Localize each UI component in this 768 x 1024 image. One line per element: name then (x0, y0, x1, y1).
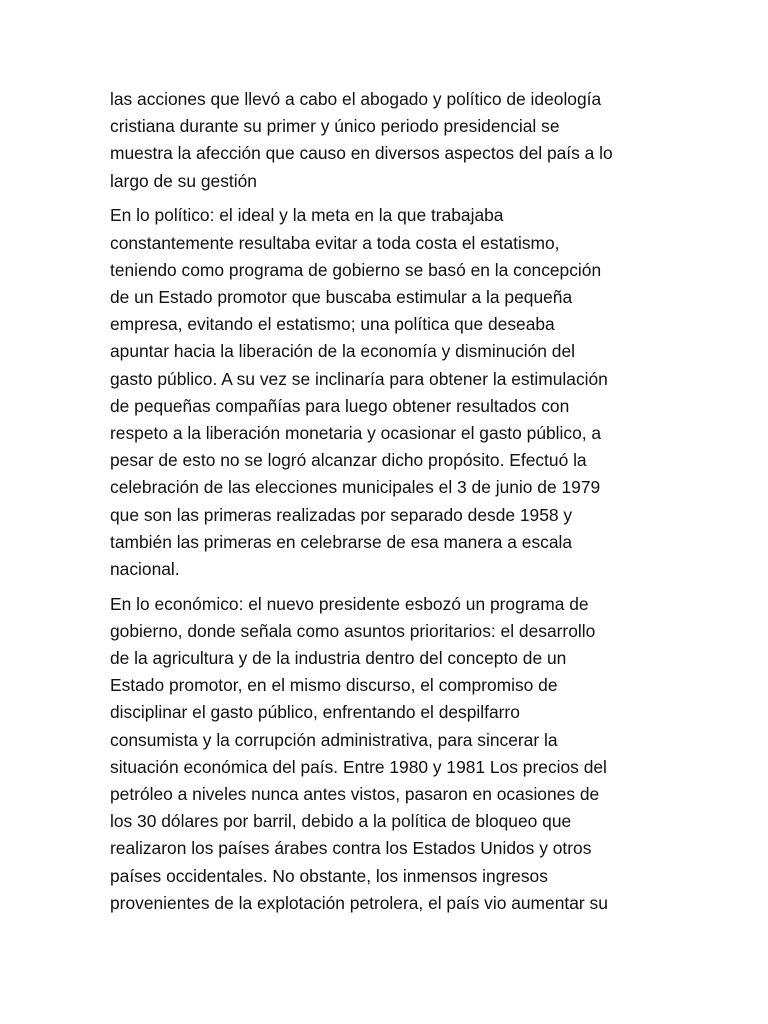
text-line: disciplinar el gasto público, enfrentando el despilfarro (110, 702, 520, 723)
text-line: provenientes de la explotación petrolera, el país vio aumentar su (110, 892, 608, 913)
text-line: cristiana durante su primer y único periodo presidencial se (110, 116, 560, 137)
text-line: gasto público. A su vez se inclinaría para obtener la estimulación (110, 368, 608, 389)
text-line: de la agricultura y de la industria dentro del concepto de un (110, 648, 567, 669)
text-line: de pequeñas compañías para luego obtener resultados con (110, 395, 570, 416)
text-line: teniendo como programa de gobierno se basó en la concepción (110, 259, 602, 280)
paragraph-economico (110, 591, 670, 917)
text-line: países occidentales. No obstante, los inmensos ingresos (110, 865, 548, 886)
text-line: nacional. (110, 558, 180, 579)
text-line: largo de su gestión (110, 170, 257, 191)
text-line: consumista y la corrupción administrativa, para sincerar la (110, 729, 558, 750)
paragraph-intro (110, 86, 670, 195)
text-line: petróleo a niveles nunca antes vistos, pasaron en ocasiones de (110, 784, 600, 805)
text-line: también las primeras en celebrarse de esa manera a escala (110, 531, 573, 552)
text-line: situación económica del país. Entre 1980 y 1981 Los precios del (110, 756, 607, 777)
text-line: constantemente resultaba evitar a toda costa el estatismo, (110, 232, 560, 253)
text-line: de un Estado promotor que buscaba estimular a la pequeña (110, 286, 573, 307)
paragraph-politico (110, 202, 670, 583)
text-line: muestra la afección que causo en diversos aspectos del país a lo (110, 143, 613, 164)
text-line: apuntar hacia la liberación de la economía y disminución del (110, 341, 575, 362)
text-line: empresa, evitando el estatismo; una política que deseaba (110, 314, 555, 335)
text-line: las acciones que llevó a cabo el abogado y político de ideología (110, 89, 602, 109)
text-line: los 30 dólares por barril, debido a la política de bloqueo que (110, 811, 572, 832)
text-line: En lo económico: el nuevo presidente esbozó un programa de (110, 593, 589, 614)
document-page (110, 86, 670, 925)
text-line: pesar de esto no se logró alcanzar dicho propósito. Efectuó la (110, 450, 587, 471)
text-line: Estado promotor, en el mismo discurso, el compromiso de (110, 675, 558, 696)
text-line: realizaron los países árabes contra los Estados Unidos y otros (110, 838, 592, 859)
text-line: celebración de las elecciones municipales el 3 de junio de 1979 (110, 477, 601, 498)
text-line: gobierno, donde señala como asuntos prioritarios: el desarrollo (110, 620, 596, 641)
text-line: respeto a la liberación monetaria y ocasionar el gasto público, a (110, 422, 602, 443)
text-line: En lo político: el ideal y la meta en la que trabajaba (110, 205, 504, 226)
text-line: que son las primeras realizadas por separado desde 1958 y (110, 504, 573, 525)
